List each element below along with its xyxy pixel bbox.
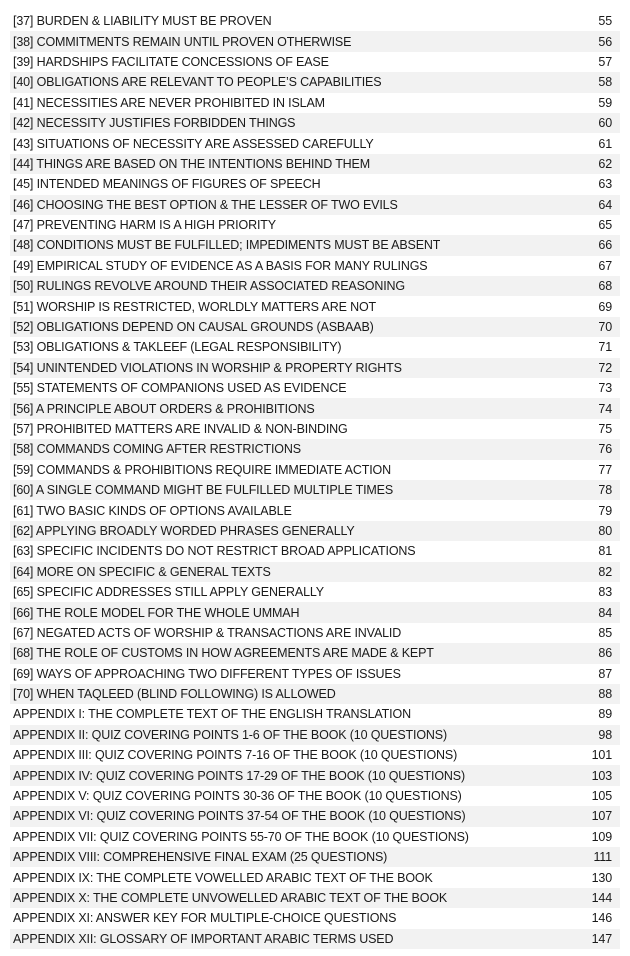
toc-entry-title: [40] OBLIGATIONS ARE RELEVANT TO PEOPLE’S CAPABILITIES: [13, 75, 382, 90]
toc-entry[interactable]: [10, 725, 620, 745]
toc-entry-page-number: 82: [598, 564, 612, 579]
toc-entry-title: [50] RULINGS REVOLVE AROUND THEIR ASSOCIATED REASONING: [13, 279, 405, 294]
toc-entry-title: [69] WAYS OF APPROACHING TWO DIFFERENT TYPES OF ISSUES: [13, 666, 401, 681]
toc-entry[interactable]: [10, 72, 620, 92]
toc-entry-page-number: 98: [598, 727, 612, 742]
toc-entry-title: [59] COMMANDS & PROHIBITIONS REQUIRE IMMEDIATE ACTION: [13, 462, 391, 477]
toc-entry[interactable]: [10, 398, 620, 418]
toc-entry[interactable]: [10, 847, 620, 867]
toc-entry-page-number: 69: [598, 299, 612, 314]
toc-entry[interactable]: [10, 929, 620, 949]
toc-entry[interactable]: [10, 867, 620, 887]
toc-entry-page-number: 87: [598, 666, 612, 681]
toc-entry-page-number: 105: [591, 789, 612, 804]
toc-entry-page-number: 84: [598, 605, 612, 620]
toc-entry-page-number: 72: [598, 360, 612, 375]
toc-entry-page-number: 55: [598, 14, 612, 29]
toc-entry-page-number: 88: [598, 687, 612, 702]
toc-entry-title: APPENDIX VII: QUIZ COVERING POINTS 55-70 OF THE BOOK (10 QUESTIONS): [13, 829, 469, 844]
toc-entry[interactable]: [10, 317, 620, 337]
toc-entry[interactable]: [10, 500, 620, 520]
toc-entry[interactable]: [10, 215, 620, 235]
toc-entry-title: [41] NECESSITIES ARE NEVER PROHIBITED IN ISLAM: [13, 95, 325, 110]
toc-entry-page-number: 67: [598, 258, 612, 273]
toc-entry[interactable]: [10, 562, 620, 582]
toc-entry-title: APPENDIX VI: QUIZ COVERING POINTS 37-54 OF THE BOOK (10 QUESTIONS): [13, 809, 466, 824]
toc-entry-page-number: 83: [598, 585, 612, 600]
toc-entry-page-number: 65: [598, 218, 612, 233]
toc-entry-page-number: 111: [593, 850, 612, 865]
toc-entry-title: [55] STATEMENTS OF COMPANIONS USED AS EVIDENCE: [13, 381, 347, 396]
toc-entry-title: [52] OBLIGATIONS DEPEND ON CAUSAL GROUNDS (ASBAAB): [13, 320, 374, 335]
toc-entry[interactable]: [10, 154, 620, 174]
toc-entry-title: APPENDIX IX: THE COMPLETE VOWELLED ARABIC TEXT OF THE BOOK: [13, 870, 433, 885]
toc-entry-page-number: 68: [598, 279, 612, 294]
toc-entry-title: [37] BURDEN & LIABILITY MUST BE PROVEN: [13, 14, 272, 29]
toc-entry-title: APPENDIX II: QUIZ COVERING POINTS 1-6 OF THE BOOK (10 QUESTIONS): [13, 727, 447, 742]
toc-entry-title: [70] WHEN TAQLEED (BLIND FOLLOWING) IS ALLOWED: [13, 687, 336, 702]
toc-entry-page-number: 74: [598, 401, 612, 416]
toc-entry-page-number: 89: [598, 707, 612, 722]
toc-entry-page-number: 78: [598, 483, 612, 498]
toc-entry[interactable]: [10, 460, 620, 480]
toc-entry[interactable]: [10, 541, 620, 561]
toc-entry-title: [57] PROHIBITED MATTERS ARE INVALID & NON-BINDING: [13, 422, 348, 436]
toc-entry-page-number: 76: [598, 442, 612, 457]
toc-entry[interactable]: [10, 52, 620, 72]
toc-entry[interactable]: [10, 11, 620, 31]
toc-entry[interactable]: [10, 419, 620, 439]
toc-entry-page-number: 80: [598, 523, 612, 538]
toc-entry-title: [48] CONDITIONS MUST BE FULFILLED; IMPEDIMENTS MUST BE ABSENT: [13, 238, 441, 253]
toc-entry-title: APPENDIX III: QUIZ COVERING POINTS 7-16 OF THE BOOK (10 QUESTIONS): [13, 748, 458, 763]
toc-entry-title: [63] SPECIFIC INCIDENTS DO NOT RESTRICT BROAD APPLICATIONS: [13, 544, 416, 559]
toc-entry-title: [51] WORSHIP IS RESTRICTED, WORLDLY MATTERS ARE NOT: [13, 299, 377, 314]
toc-entry-page-number: 66: [598, 238, 612, 253]
toc-entry-page-number: 77: [598, 462, 612, 477]
toc-entry[interactable]: [10, 786, 620, 806]
toc-entry-title: [49] EMPIRICAL STUDY OF EVIDENCE AS A BASIS FOR MANY RULINGS: [13, 258, 428, 273]
toc-entry[interactable]: [10, 31, 620, 51]
toc-entry[interactable]: [10, 664, 620, 684]
toc-entry-title: APPENDIX XI: ANSWER KEY FOR MULTIPLE-CHOICE QUESTIONS: [13, 911, 397, 926]
toc-entry-title: [66] THE ROLE MODEL FOR THE WHOLE UMMAH: [13, 605, 300, 620]
toc-entry-page-number: 57: [598, 54, 612, 69]
toc-entry-title: [38] COMMITMENTS REMAIN UNTIL PROVEN OTHERWISE: [13, 34, 352, 49]
toc-entry-page-number: 101: [591, 748, 612, 763]
toc-entry-page-number: 62: [598, 156, 612, 171]
toc-entry-title: [56] A PRINCIPLE ABOUT ORDERS & PROHIBITIONS: [13, 401, 315, 416]
toc-entry-page-number: 56: [598, 34, 612, 49]
toc-entry-title: APPENDIX I: THE COMPLETE TEXT OF THE ENGLISH TRANSLATION: [13, 707, 411, 722]
toc-entry-title: [68] THE ROLE OF CUSTOMS IN HOW AGREEMENTS ARE MADE & KEPT: [13, 646, 434, 661]
toc-entry-page-number: 71: [598, 340, 612, 355]
toc-entry[interactable]: [10, 113, 620, 133]
toc-entry[interactable]: [10, 908, 620, 928]
toc-entry[interactable]: [10, 480, 620, 500]
toc-entry-page-number: 75: [598, 422, 612, 436]
toc-entry[interactable]: [10, 133, 620, 153]
toc-entry-title: [58] COMMANDS COMING AFTER RESTRICTIONS: [13, 442, 301, 457]
toc-entry[interactable]: [10, 378, 620, 398]
toc-entry-title: APPENDIX XII: GLOSSARY OF IMPORTANT ARABIC TERMS USED: [13, 931, 394, 946]
toc-entry-page-number: 59: [598, 95, 612, 110]
toc-entry[interactable]: [10, 602, 620, 622]
toc-entry-page-number: 60: [598, 116, 612, 131]
toc-entry-title: [44] THINGS ARE BASED ON THE INTENTIONS BEHIND THEM: [13, 156, 371, 171]
toc-entry-page-number: 144: [591, 890, 612, 905]
toc-entry[interactable]: [10, 256, 620, 276]
toc-entry[interactable]: [10, 684, 620, 704]
toc-entry-title: [67] NEGATED ACTS OF WORSHIP & TRANSACTIONS ARE INVALID: [13, 625, 402, 640]
toc-entry-page-number: 70: [598, 320, 612, 335]
toc-entry[interactable]: [10, 888, 620, 908]
toc-entry-title: [42] NECESSITY JUSTIFIES FORBIDDEN THINGS: [13, 116, 296, 131]
toc-entry[interactable]: [10, 704, 620, 724]
toc-entry-page-number: 64: [598, 197, 612, 212]
toc-entry[interactable]: [10, 806, 620, 826]
toc-entry-title: [54] UNINTENDED VIOLATIONS IN WORSHIP & PROPERTY RIGHTS: [13, 360, 402, 375]
toc-entry[interactable]: [10, 745, 620, 765]
toc-entry[interactable]: [10, 276, 620, 296]
toc-entry-page-number: 109: [591, 829, 612, 844]
toc-entry[interactable]: [10, 582, 620, 602]
toc-entry-title: [64] MORE ON SPECIFIC & GENERAL TEXTS: [13, 564, 271, 579]
toc-entry-title: APPENDIX IV: QUIZ COVERING POINTS 17-29 OF THE BOOK (10 QUESTIONS): [13, 768, 466, 783]
toc-entry[interactable]: [10, 827, 620, 847]
toc-entry-page-number: 73: [598, 381, 612, 396]
toc-entry-page-number: 147: [591, 931, 612, 946]
toc-entry-page-number: 107: [591, 809, 612, 824]
toc-entry-title: APPENDIX VIII: COMPREHENSIVE FINAL EXAM (25 QUESTIONS): [13, 850, 388, 865]
toc-entry-page-number: 103: [591, 768, 612, 783]
toc-entry-page-number: 85: [598, 625, 612, 640]
toc-entry-page-number: 63: [598, 177, 612, 192]
toc-entry-title: [45] INTENDED MEANINGS OF FIGURES OF SPEECH: [13, 177, 321, 192]
toc-entry[interactable]: [10, 296, 620, 316]
toc-entry-title: [39] HARDSHIPS FACILITATE CONCESSIONS OF EASE: [13, 54, 329, 69]
toc-entry-title: APPENDIX V: QUIZ COVERING POINTS 30-36 OF THE BOOK (10 QUESTIONS): [13, 789, 462, 804]
toc-entry-page-number: 86: [598, 646, 612, 661]
toc-entry-page-number: 130: [591, 870, 612, 885]
toc-entry-title: [47] PREVENTING HARM IS A HIGH PRIORITY: [13, 218, 276, 233]
toc-entry-title: [61] TWO BASIC KINDS OF OPTIONS AVAILABLE: [13, 503, 292, 518]
toc-entry[interactable]: [10, 174, 620, 194]
toc-entry-page-number: 81: [598, 544, 612, 559]
toc-entry[interactable]: [10, 643, 620, 663]
toc-entry-page-number: 61: [598, 136, 612, 151]
toc-entry[interactable]: [10, 439, 620, 459]
toc-entry[interactable]: [10, 765, 620, 785]
toc-entry-title: [53] OBLIGATIONS & TAKLEEF (LEGAL RESPONSIBILITY): [13, 340, 342, 355]
toc-entry-title: [65] SPECIFIC ADDRESSES STILL APPLY GENERALLY: [13, 585, 324, 600]
toc-entry-title: APPENDIX X: THE COMPLETE UNVOWELLED ARABIC TEXT OF THE BOOK: [13, 890, 448, 905]
toc-entry[interactable]: [10, 358, 620, 378]
toc-entry[interactable]: [10, 235, 620, 255]
toc-entry[interactable]: [10, 337, 620, 357]
toc-entry-page-number: 58: [598, 75, 612, 90]
toc-entry-title: [46] CHOOSING THE BEST OPTION & THE LESSER OF TWO EVILS: [13, 197, 398, 212]
toc-entry-title: [62] APPLYING BROADLY WORDED PHRASES GENERALLY: [13, 523, 355, 538]
table-of-contents: [10, 11, 620, 949]
toc-entry[interactable]: [10, 93, 620, 113]
toc-entry-title: [60] A SINGLE COMMAND MIGHT BE FULFILLED MULTIPLE TIMES: [13, 483, 394, 498]
toc-entry[interactable]: [10, 521, 620, 541]
toc-entry[interactable]: [10, 195, 620, 215]
toc-entry-page-number: 146: [591, 911, 612, 926]
toc-entry-title: [43] SITUATIONS OF NECESSITY ARE ASSESSED CAREFULLY: [13, 136, 374, 151]
toc-entry-page-number: 79: [598, 503, 612, 518]
toc-entry[interactable]: [10, 623, 620, 643]
